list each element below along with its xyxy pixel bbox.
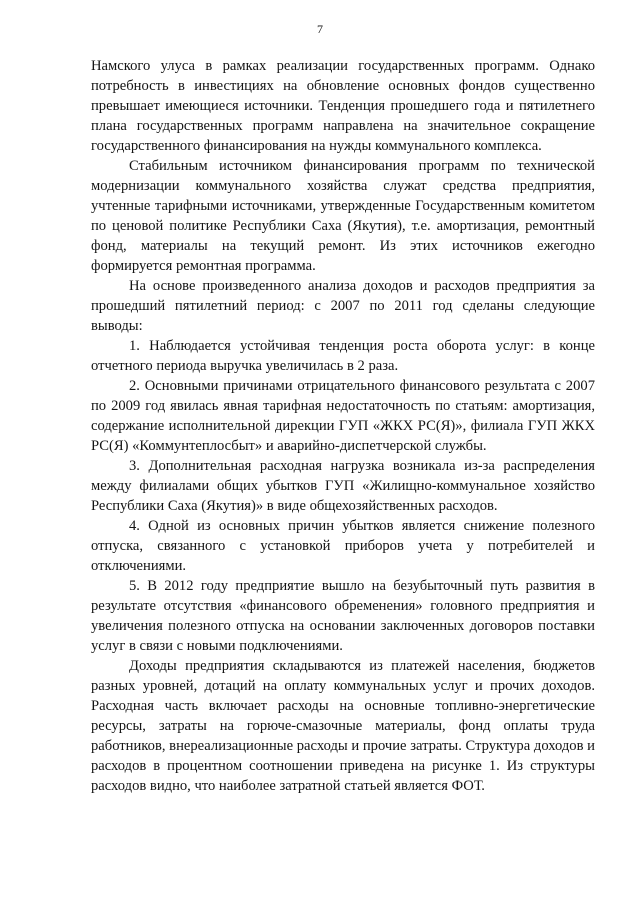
paragraph-1: Намского улуса в рамках реализации государственных программ. Однако потребность в инвестициях на обновление основных фондов существенно превышает имеющиеся источники. Тенденция прошедшего года и пятилетнего плана государственных программ направлена на значительное сокращение государственного финансирования на нужды коммунального комплекса. [91, 58, 595, 154]
conclusion-item-4: 4. Одной из основных причин убытков является снижение полезного отпуска, связанного с установкой приборов учета у потребителей и отключениями. [91, 518, 595, 574]
paragraph-income-expenses: Доходы предприятия складываются из платежей населения, бюджетов разных уровней, дотаций на оплату коммунальных услуг и прочих доходов. Расходная часть включает расходы на основные топливно-энергетические ресурсы, затраты на горюче-смазочные материалы, фонд оплаты труда работников, внереализационные расходы и прочие затраты. Структура доходов и расходов в процентном соотношении приведена на рисунке 1. Из структуры расходов видно, что наиболее затратной статьей является ФОТ. [91, 658, 595, 794]
conclusion-item-5: 5. В 2012 году предприятие вышло на безубыточный путь развития в результате отсутствия «финансового обременения» головного предприятия и увеличения полезного отпуска на основании заключенных договоров поставки услуг в связи с новыми подключениями. [91, 578, 595, 654]
page-number: 7 [317, 22, 323, 36]
conclusion-item-2: 2. Основными причинами отрицательного финансового результата с 2007 по 2009 год явилась явная тарифная недостаточность по статьям: амортизация, содержание исполнительной дирекции ГУП «ЖКХ РС(Я)», филиала ГУП ЖКХ РС(Я) «Коммунтеплосбыт» и аварийно-диспетчерской службы. [91, 378, 595, 454]
conclusion-item-1: 1. Наблюдается устойчивая тенденция роста оборота услуг: в конце отчетного периода выручка увеличилась в 2 раза. [91, 338, 595, 374]
paragraph-2: Стабильным источником финансирования программ по технической модернизации коммунального хозяйства служат средства предприятия, учтенные тарифными источниками, утвержденные Государственным комитетом по ценовой политике Республики Саха (Якутия), т.е. амортизация, ремонтный фонд, материалы на текущий ремонт. Из этих источников ежегодно формируется ремонтная программа. [91, 158, 595, 274]
document-body [91, 56, 595, 796]
conclusion-item-3: 3. Дополнительная расходная нагрузка возникала из-за распределения между филиалами общих убытков ГУП «Жилищно-коммунальное хозяйство Республики Саха (Якутия)» в виде общехозяйственных расходов. [91, 458, 595, 514]
paragraph-3: На основе произведенного анализа доходов и расходов предприятия за прошедший пятилетний период: с 2007 по 2011 год сделаны следующие выводы: [91, 278, 595, 334]
